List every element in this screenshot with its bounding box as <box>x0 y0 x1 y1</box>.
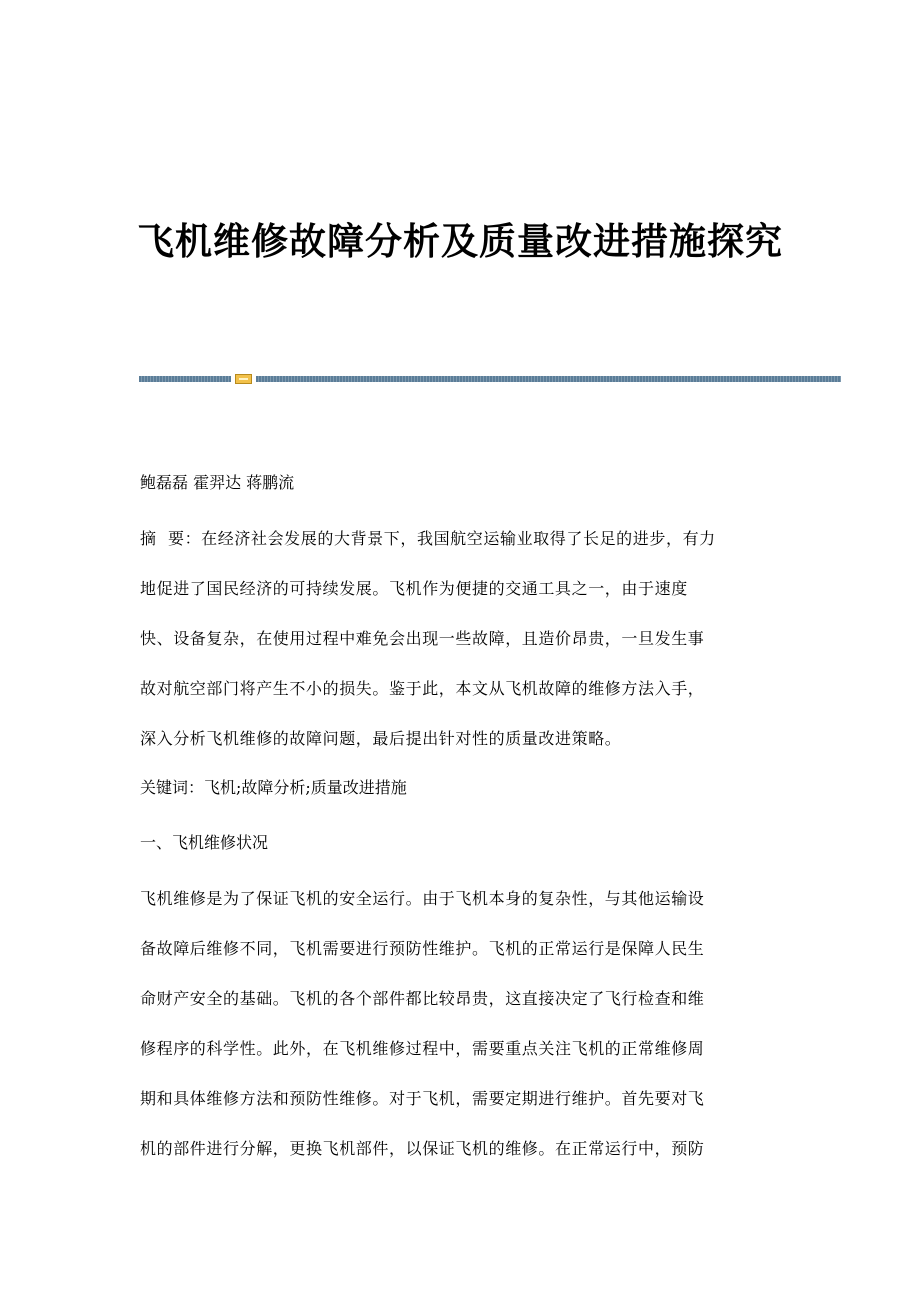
keywords: 关键词：飞机;故障分析;质量改进措施 <box>140 778 407 797</box>
divider-bar-left <box>139 376 231 382</box>
section-body <box>140 874 780 1174</box>
body-line: 飞机维修是为了保证飞机的安全运行。由于飞机本身的复杂性，与其他运输设 <box>140 889 705 908</box>
title-divider <box>139 374 841 384</box>
divider-bar-right <box>256 376 841 382</box>
body-line: 机的部件进行分解，更换飞机部件，以保证飞机的维修。在正常运行中，预防 <box>140 1139 705 1158</box>
abstract-line: 摘 要：在经济社会发展的大背景下，我国航空运输业取得了长足的进步，有力 <box>140 529 716 548</box>
abstract-line: 故对航空部门将产生不小的损失。鉴于此，本文从飞机故障的维修方法入手， <box>140 679 705 698</box>
abstract <box>140 514 780 764</box>
abstract-line: 深入分析飞机维修的故障问题，最后提出针对性的质量改进策略。 <box>140 729 622 748</box>
divider-ornament-icon <box>235 374 252 384</box>
section-heading: 一、飞机维修状况 <box>140 833 269 852</box>
abstract-line: 地促进了国民经济的可持续发展。飞机作为便捷的交通工具之一，由于速度 <box>140 579 688 598</box>
authors: 鲍磊磊 霍羿达 蒋鹏流 <box>140 473 295 492</box>
document-title: 飞机维修故障分析及质量改进措施探究 <box>137 219 783 263</box>
body-line: 备故障后维修不同，飞机需要进行预防性维护。飞机的正常运行是保障人民生 <box>140 939 705 958</box>
body-line: 命财产安全的基础。飞机的各个部件都比较昂贵，这直接决定了飞行检查和维 <box>140 989 705 1008</box>
body-line: 修程序的科学性。此外，在飞机维修过程中，需要重点关注飞机的正常维修周 <box>140 1039 705 1058</box>
abstract-line: 快、设备复杂，在使用过程中难免会出现一些故障，且造价昂贵，一旦发生事 <box>140 629 705 648</box>
body-line: 期和具体维修方法和预防性维修。对于飞机，需要定期进行维护。首先要对飞 <box>140 1089 705 1108</box>
